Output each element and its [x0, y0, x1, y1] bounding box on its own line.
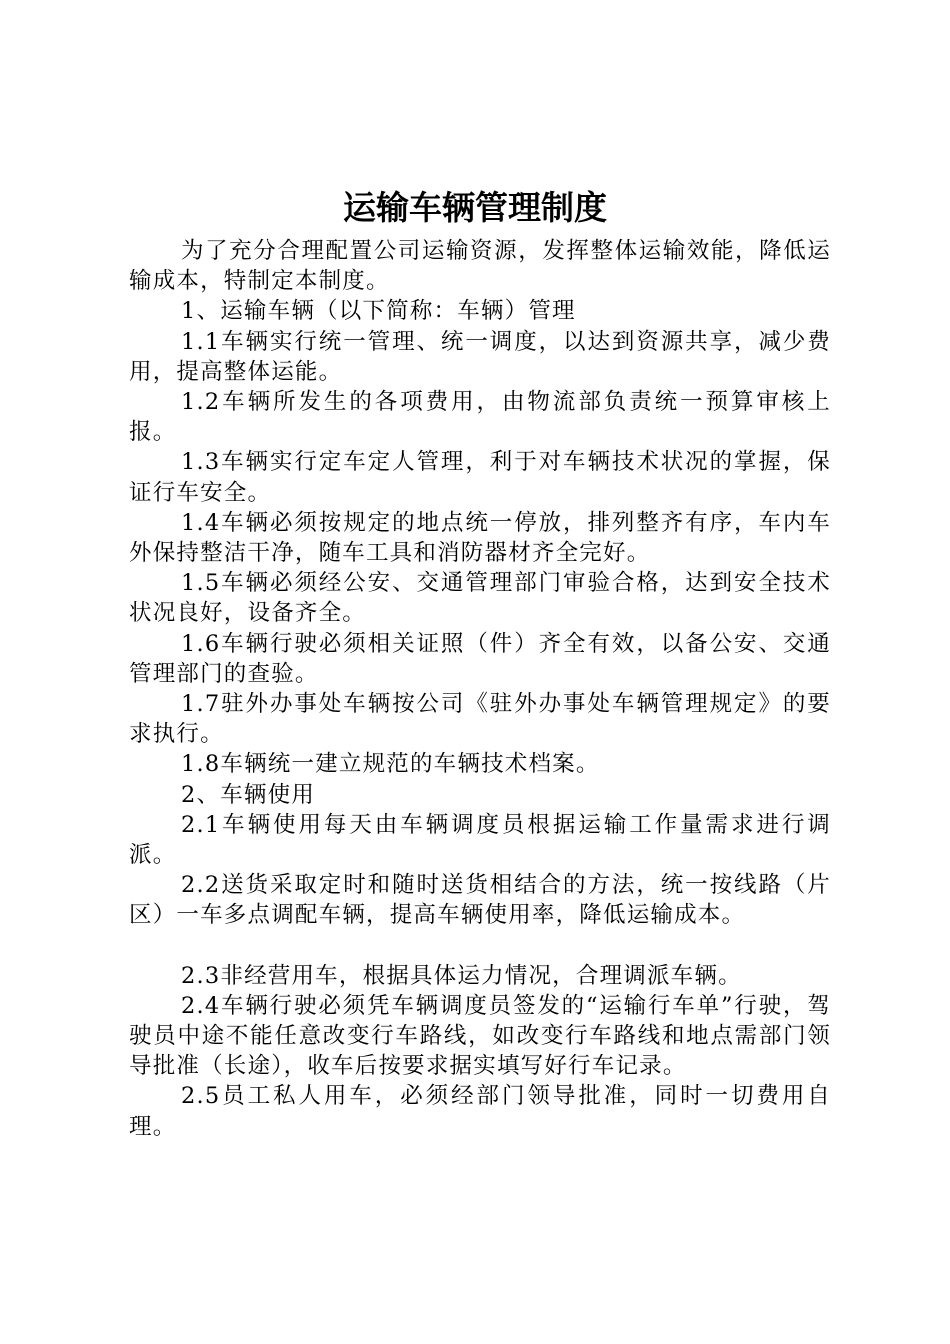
paragraph-2-2: 2.2送货采取定时和随时送货相结合的方法，统一按线路（片区）一车多点调配车辆，提高车辆使用率，降低运输成本。 — [129, 872, 831, 929]
paragraph-1-3: 1.3车辆实行定车定人管理，利于对车辆技术状况的掌握，保证行车安全。 — [129, 449, 831, 506]
paragraph-2-5: 2.5员工私人用车，必须经部门领导批准，同时一切费用自理。 — [129, 1083, 831, 1140]
section-heading-2: 2、车辆使用 — [181, 781, 316, 808]
paragraph-intro: 为了充分合理配置公司运输资源，发挥整体运输效能，降低运输成本，特制定本制度。 — [129, 238, 831, 295]
document-body — [129, 236, 831, 1142]
paragraph-1-1: 1.1车辆实行统一管理、统一调度，以达到资源共享，减少费用，提高整体运能。 — [129, 328, 831, 385]
paragraph-1-4: 1.4车辆必须按规定的地点统一停放，排列整齐有序，车内车外保持整洁干净，随车工具和消防器材齐全完好。 — [129, 509, 831, 567]
paragraph-1-8: 1.8车辆统一建立规范的车辆技术档案。 — [181, 751, 600, 778]
section-heading-1: 1、运输车辆（以下简称：车辆）管理 — [181, 298, 576, 325]
paragraph-1-7: 1.7驻外办事处车辆按公司《驻外办事处车辆管理规定》的要求执行。 — [129, 691, 831, 748]
paragraph-1-2: 1.2车辆所发生的各项费用，由物流部负责统一预算审核上报。 — [129, 389, 831, 446]
paragraph-2-3: 2.3非经营用车，根据具体运力情况，合理调派车辆。 — [181, 962, 742, 989]
paragraph-1-5: 1.5车辆必须经公安、交通管理部门审验合格，达到安全技术状况良好，设备齐全。 — [129, 570, 831, 627]
paragraph-2-1: 2.1车辆使用每天由车辆调度员根据运输工作量需求进行调派。 — [129, 811, 831, 869]
paragraph-2-4: 2.4车辆行驶必须凭车辆调度员签发的“运输行车单”行驶，驾驶员中途不能任意改变行车路线，如改变行车路线和地点需部门领导批准（长途），收车后按要求据实填写好行车记录。 — [129, 992, 831, 1080]
paragraph-1-6: 1.6车辆行驶必须相关证照（件）齐全有效，以备公安、交通管理部门的查验。 — [129, 630, 831, 687]
document-title: 运输车辆管理制度 — [343, 188, 607, 227]
